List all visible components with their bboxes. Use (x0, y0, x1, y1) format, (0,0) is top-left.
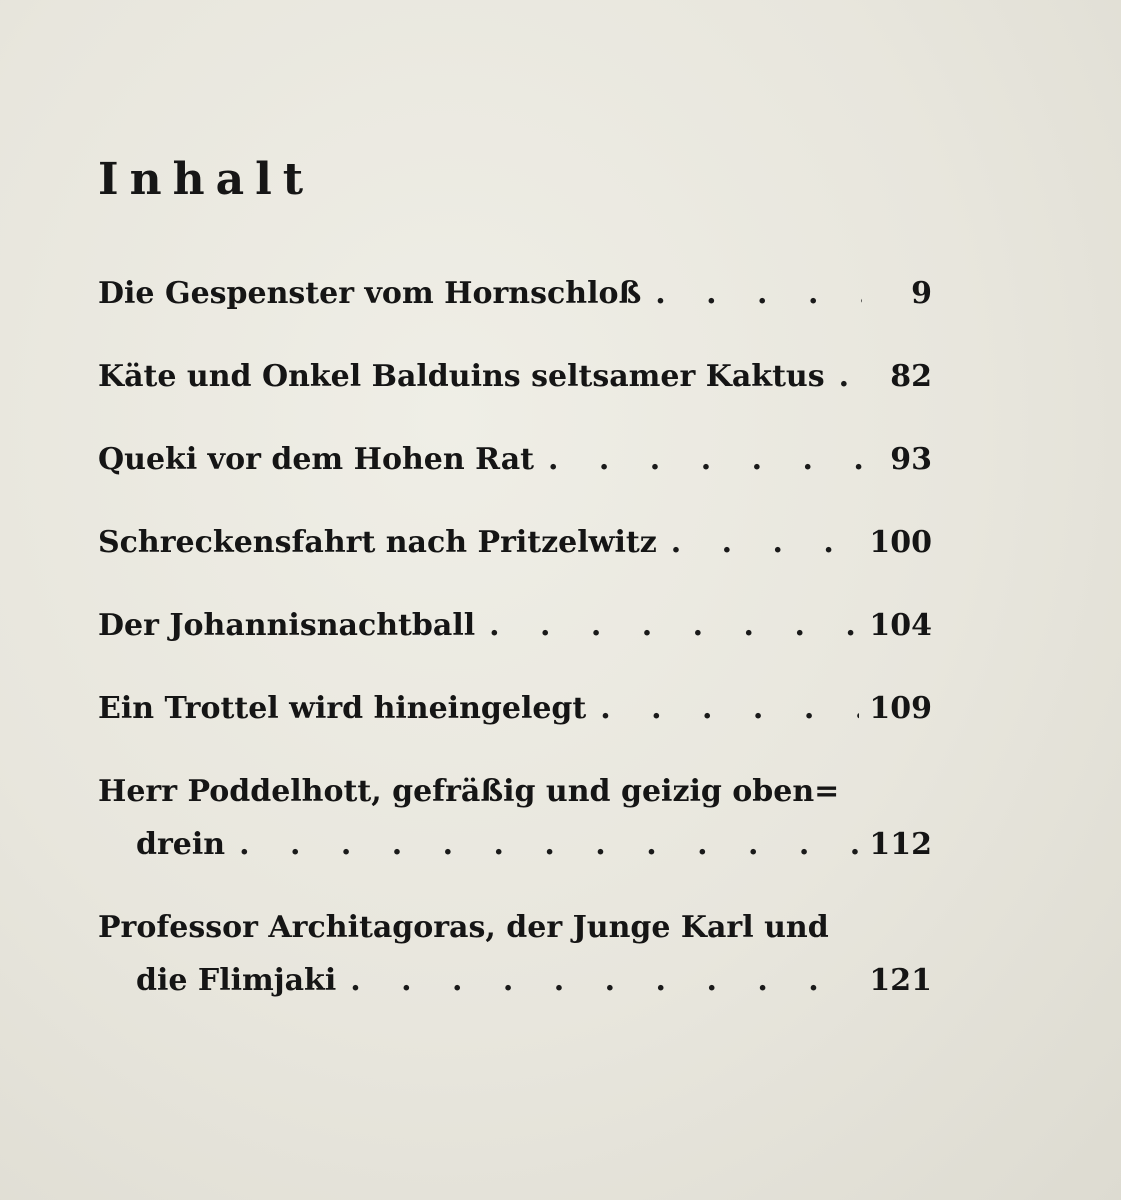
toc-entry-title: Käte und Onkel Balduins seltsamer Kaktus (98, 359, 825, 394)
dot-leader (600, 687, 859, 731)
toc-heading: Inhalt (98, 154, 315, 205)
toc-entry (98, 272, 932, 316)
toc-entry (98, 521, 932, 565)
toc-entry-title: Ein Trottel wird hineingelegt (98, 691, 587, 726)
toc-entry-page: 82 (890, 359, 932, 394)
toc-entry (98, 687, 932, 731)
toc-entry-page: 112 (869, 827, 932, 862)
toc-entry-title: Professor Architagoras, der Junge Karl und (98, 910, 829, 945)
toc-entry-title-continued: die Flimjaki (136, 963, 337, 998)
toc-entry-title: Herr Poddelhott, gefräßig und geizig oben= (98, 774, 840, 809)
toc-entry (98, 355, 932, 399)
toc-entry-title: Queki vor dem Hohen Rat (98, 442, 535, 477)
toc-entry-page: 100 (869, 525, 932, 560)
toc-entry-page: 121 (869, 963, 932, 998)
toc-entry-title: Schreckensfahrt nach Pritzelwitz (98, 525, 657, 560)
toc-entry (98, 906, 932, 1003)
dot-leader (548, 438, 862, 482)
toc-entry-title-continued: drein (136, 827, 226, 862)
toc-entry-title: Die Gespenster vom Hornschloß (98, 276, 642, 311)
toc-entry (98, 604, 932, 648)
toc-entry (98, 770, 932, 867)
toc-entry-page: 93 (890, 442, 932, 477)
dot-leader (671, 521, 860, 565)
toc-entry-page: 109 (869, 691, 932, 726)
toc-entry-page: 9 (911, 276, 932, 311)
dot-leader (350, 959, 859, 1003)
toc-entry-title: Der Johannisnachtball (98, 608, 476, 643)
dot-leader (839, 355, 862, 399)
dot-leader (489, 604, 859, 648)
dot-leader (655, 272, 862, 316)
toc-entry (98, 438, 932, 482)
dot-leader (239, 823, 859, 867)
toc-entry-page: 104 (869, 608, 932, 643)
toc-list (98, 272, 932, 1003)
